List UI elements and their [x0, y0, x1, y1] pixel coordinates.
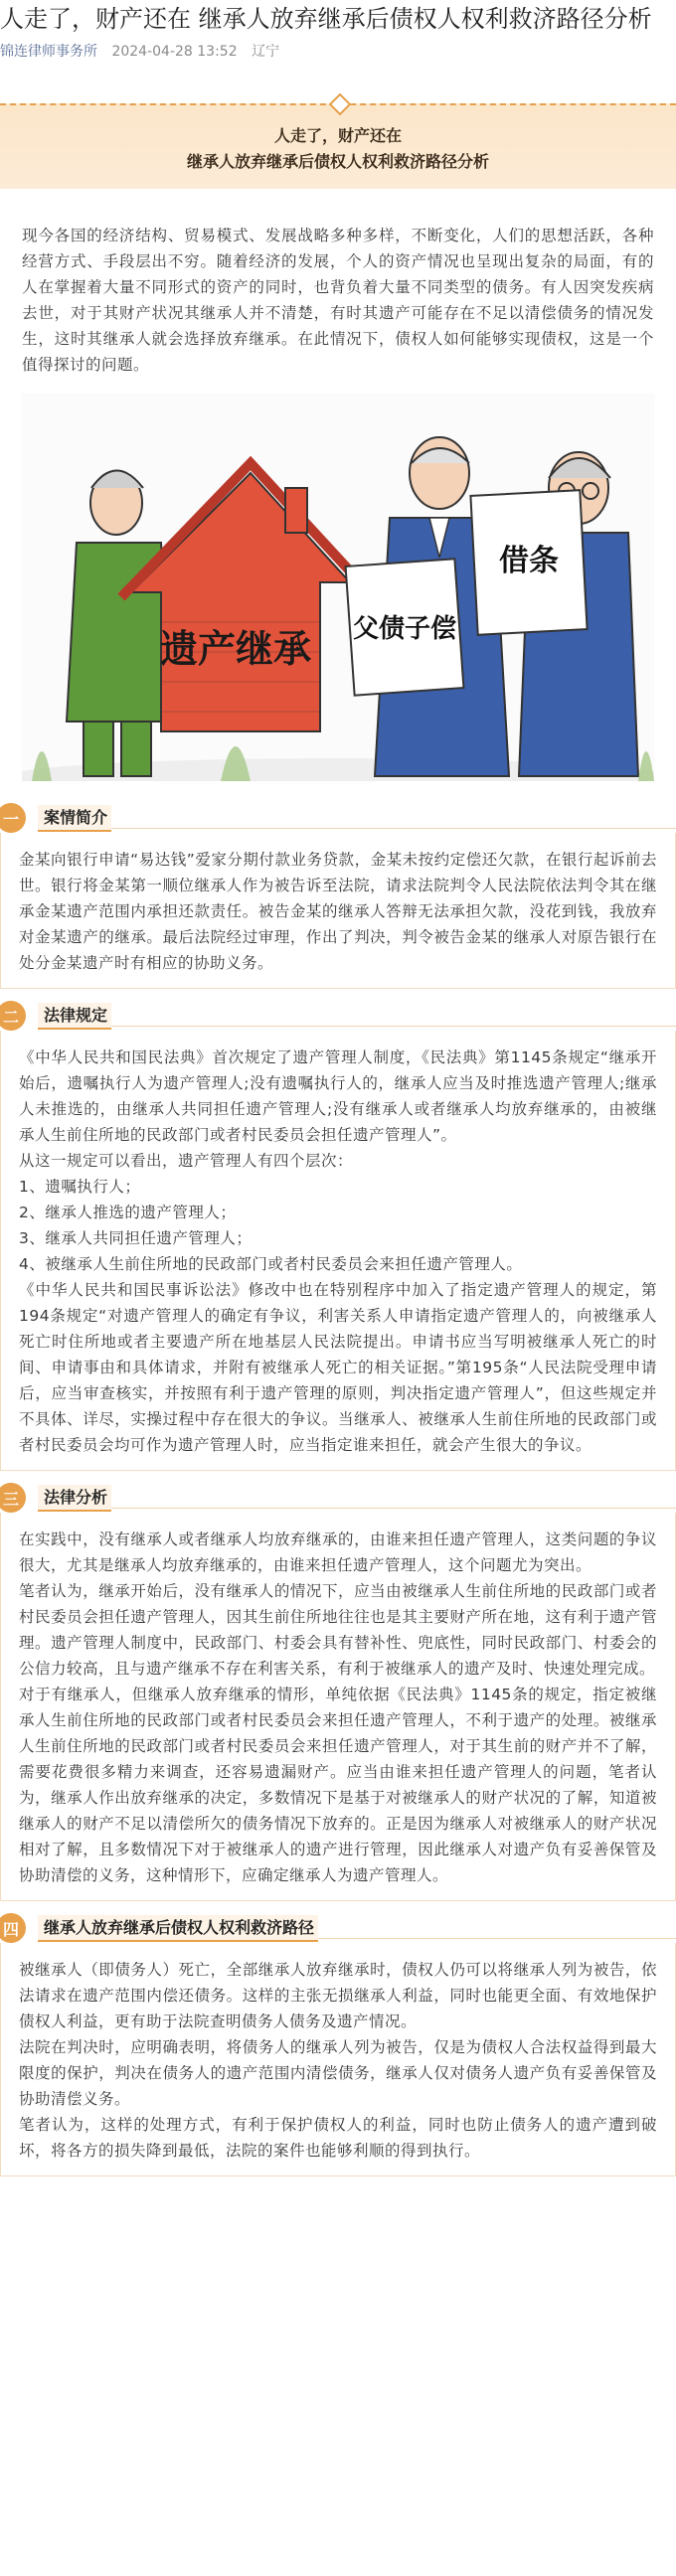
article-title: 人走了，财产还在 继承人放弃继承后债权人权利救济路径分析: [0, 5, 652, 33]
section-divider: [111, 1508, 676, 1509]
section-header: [0, 803, 676, 833]
article-meta: [0, 40, 676, 64]
section-title: 继承人放弃继承后债权人权利救济路径: [38, 1915, 318, 1942]
list-item: 4、被继承人生前住所地的民政部门或者村民委员会来担任遗产管理人。: [19, 1255, 523, 1273]
section-title: 案情简介: [38, 805, 111, 832]
section-header: [0, 1913, 676, 1943]
section-paragraph: 金某向银行申请“易达钱”爱家分期付款业务贷款，金某未按约定偿还欠款，在银行起诉前去世。银行将金某第一顺位继承人作为被告诉至法院，请求法院判令人民法院依法判令其在继承金某遗产范围内承担还款责任。被告金某的继承人答辩无法承担欠款，没花到钱，我放弃对金某遗产的继承。最后法院经过审理，作出了判决，判令被告金某的继承人对原告银行在处分金某遗产时有相应的协助义务。: [19, 851, 657, 972]
section-paragraph: 《中华人民共和国民事诉讼法》修改中也在特别程序中加入了指定遗产管理人的规定，第194条规定“对遗产管理人的确定有争议，利害关系人申请指定遗产管理人的，向被继承人死亡时住所地或者主要遗产所在地基层人民法院提出。申请书应当写明被继承人死亡的时间、申请事由和具体请求，并附有被继承人死亡的相关证据。”第195条“人民法院受理申请后，应当审查核实，并按照有利于遗产管理的原则，判决指定遗产管理人”，但这些规定并不具体、详尽，实操过程中存在很大的争议。当继承人、被继承人生前住所地的民政部门或者村民委员会均可作为遗产管理人时，应当指定谁来担任，就会产生很大的争议。: [19, 1281, 657, 1454]
illustration-svg: [22, 394, 654, 781]
section-body: [0, 833, 676, 989]
section-number-badge: 三: [0, 1483, 26, 1513]
list-item: 2、继承人推选的遗产管理人；: [19, 1204, 237, 1221]
publish-date: 2024-04-28 13:52: [111, 44, 238, 60]
title-banner: [0, 103, 676, 189]
section-body: [0, 1513, 676, 1901]
list-item: 1、遗嘱执行人；: [19, 1178, 141, 1196]
section-divider: [111, 828, 676, 829]
sign-father-text: 父债子偿: [352, 614, 457, 644]
section-paragraph: 从这一规定可以看出，遗产管理人有四个层次：: [19, 1152, 354, 1170]
section-case-summary: [0, 803, 676, 989]
banner-line-1: 人走了，财产还在: [273, 126, 402, 145]
section-paragraph: 《中华人民共和国民法典》首次规定了遗产管理人制度，《民法典》第1145条规定“继承开始后，遗嘱执行人为遗产管理人;没有遗嘱执行人的，继承人应当及时推选遗产管理人;继承人未推选的，由继承人共同担任遗产管理人;没有继承人或者继承人均放弃继承的，由被继承人生前住所地的民政部门或者村民委员会担任遗产管理人”。: [19, 1048, 657, 1144]
section-paragraph: 法院在判决时，应明确表明，将债务人的继承人列为被告，仅是为债权人合法权益得到最大限度的保护，判决在债务人的遗产范围内清偿债务，继承人仅对债务人遗产负有妥善保管及协助清偿义务。: [19, 2038, 657, 2108]
section-number-badge: 一: [0, 803, 26, 833]
intro-paragraph: 现今各国的经济结构、贸易模式、发展战略多种多样，不断变化，人们的思想活跃，各种经营方式、手段层出不穷。随着经济的发展，个人的资产情况也呈现出复杂的局面，有的人在掌握着大量不同形式的资产的同时，也背负着大量不同类型的债务。有人因突发疾病去世，对于其财产状况其继承人并不清楚，有时其遗产可能存在不足以清偿债务的情况发生，这时其继承人就会选择放弃继承。在此情况下，债权人如何能够实现债权，这是一个值得探讨的问题。: [22, 227, 654, 374]
section-paragraph: 笔者认为，继承开始后，没有继承人的情况下，应当由被继承人生前住所地的民政部门或者村民委员会担任遗产管理人，因其生前住所地往往也是其主要财产所在地，这有利于遗产管理。遗产管理人制度中，民政部门、村委会具有替补性、兜底性，同时民政部门、村委会的公信力较高，且与遗产继承不存在利害关系，有利于被继承人的遗产及时、快速处理完成。: [19, 1582, 657, 1678]
section-paragraph: 被继承人（即债务人）死亡，全部继承人放弃继承时，债权人仍可以将继承人列为被告，依法请求在遗产范围内偿还债务。这样的主张无损继承人利益，同时也能更全面、有效地保护债权人利益，更有助于法院查明债务人债务及遗产情况。: [19, 1961, 657, 2030]
section-paragraph: 在实践中，没有继承人或者继承人均放弃继承的，由谁来担任遗产管理人，这类问题的争议很大，尤其是继承人均放弃继承的，由谁来担任遗产管理人，这个问题尤为突出。: [19, 1530, 657, 1574]
list-item: 3、继承人共同担任遗产管理人；: [19, 1229, 253, 1247]
section-divider: [318, 1938, 676, 1939]
sign-iou-text: 借条: [499, 544, 559, 578]
section-header: [0, 1483, 676, 1513]
section-paragraph: 笔者认为，这样的处理方式，有利于保护债权人的利益，同时也防止债务人的遗产遭到破坏，将各方的损失降到最低，法院的案件也能够利顺的得到执行。: [19, 2116, 657, 2160]
section-creditor-remedies: [0, 1913, 676, 2176]
section-header: [0, 1001, 676, 1031]
section-title: 法律分析: [38, 1485, 111, 1512]
section-body: [0, 1943, 676, 2176]
section-paragraph: 对于有继承人，但继承人放弃继承的情形，单纯依据《民法典》1145条的规定，指定被继承人生前住所地的民政部门或者村民委员会来担任遗产管理人，不利于遗产的处理。被继承人生前住所地的民政部门或者村民委员会来担任遗产管理人，对于其生前的财产并不了解，需要花费很多精力来调查，还容易遗漏财产。应当由谁来担任遗产管理人的问题，笔者认为，继承人作出放弃继承的决定，多数情况下是基于对被继承人的财产状况的了解，知道被继承人的财产不足以清偿所欠的债务情况下放弃的。正是因为继承人对被继承人的财产状况相对了解，且多数情况下对于被继承人的遗产进行管理，因此继承人对遗产负有妥善保管及协助清偿的义务，这种情形下，应确定继承人为遗产管理人。: [19, 1686, 657, 1884]
publish-location: 辽宁: [252, 44, 280, 60]
section-legal-analysis: [0, 1483, 676, 1901]
article-header: [0, 0, 676, 64]
section-number-badge: 二: [0, 1001, 26, 1031]
section-divider: [111, 1026, 676, 1027]
section-legal-provisions: [0, 1001, 676, 1471]
house-label: 遗产继承: [159, 627, 312, 671]
author-link[interactable]: 锦连律师事务所: [0, 44, 97, 60]
inheritance-illustration: [22, 394, 654, 781]
banner-line-2: 继承人放弃继承后债权人权利救济路径分析: [186, 152, 489, 171]
section-number-badge: 四: [0, 1913, 26, 1943]
section-body: [0, 1031, 676, 1471]
section-title: 法律规定: [38, 1003, 111, 1030]
